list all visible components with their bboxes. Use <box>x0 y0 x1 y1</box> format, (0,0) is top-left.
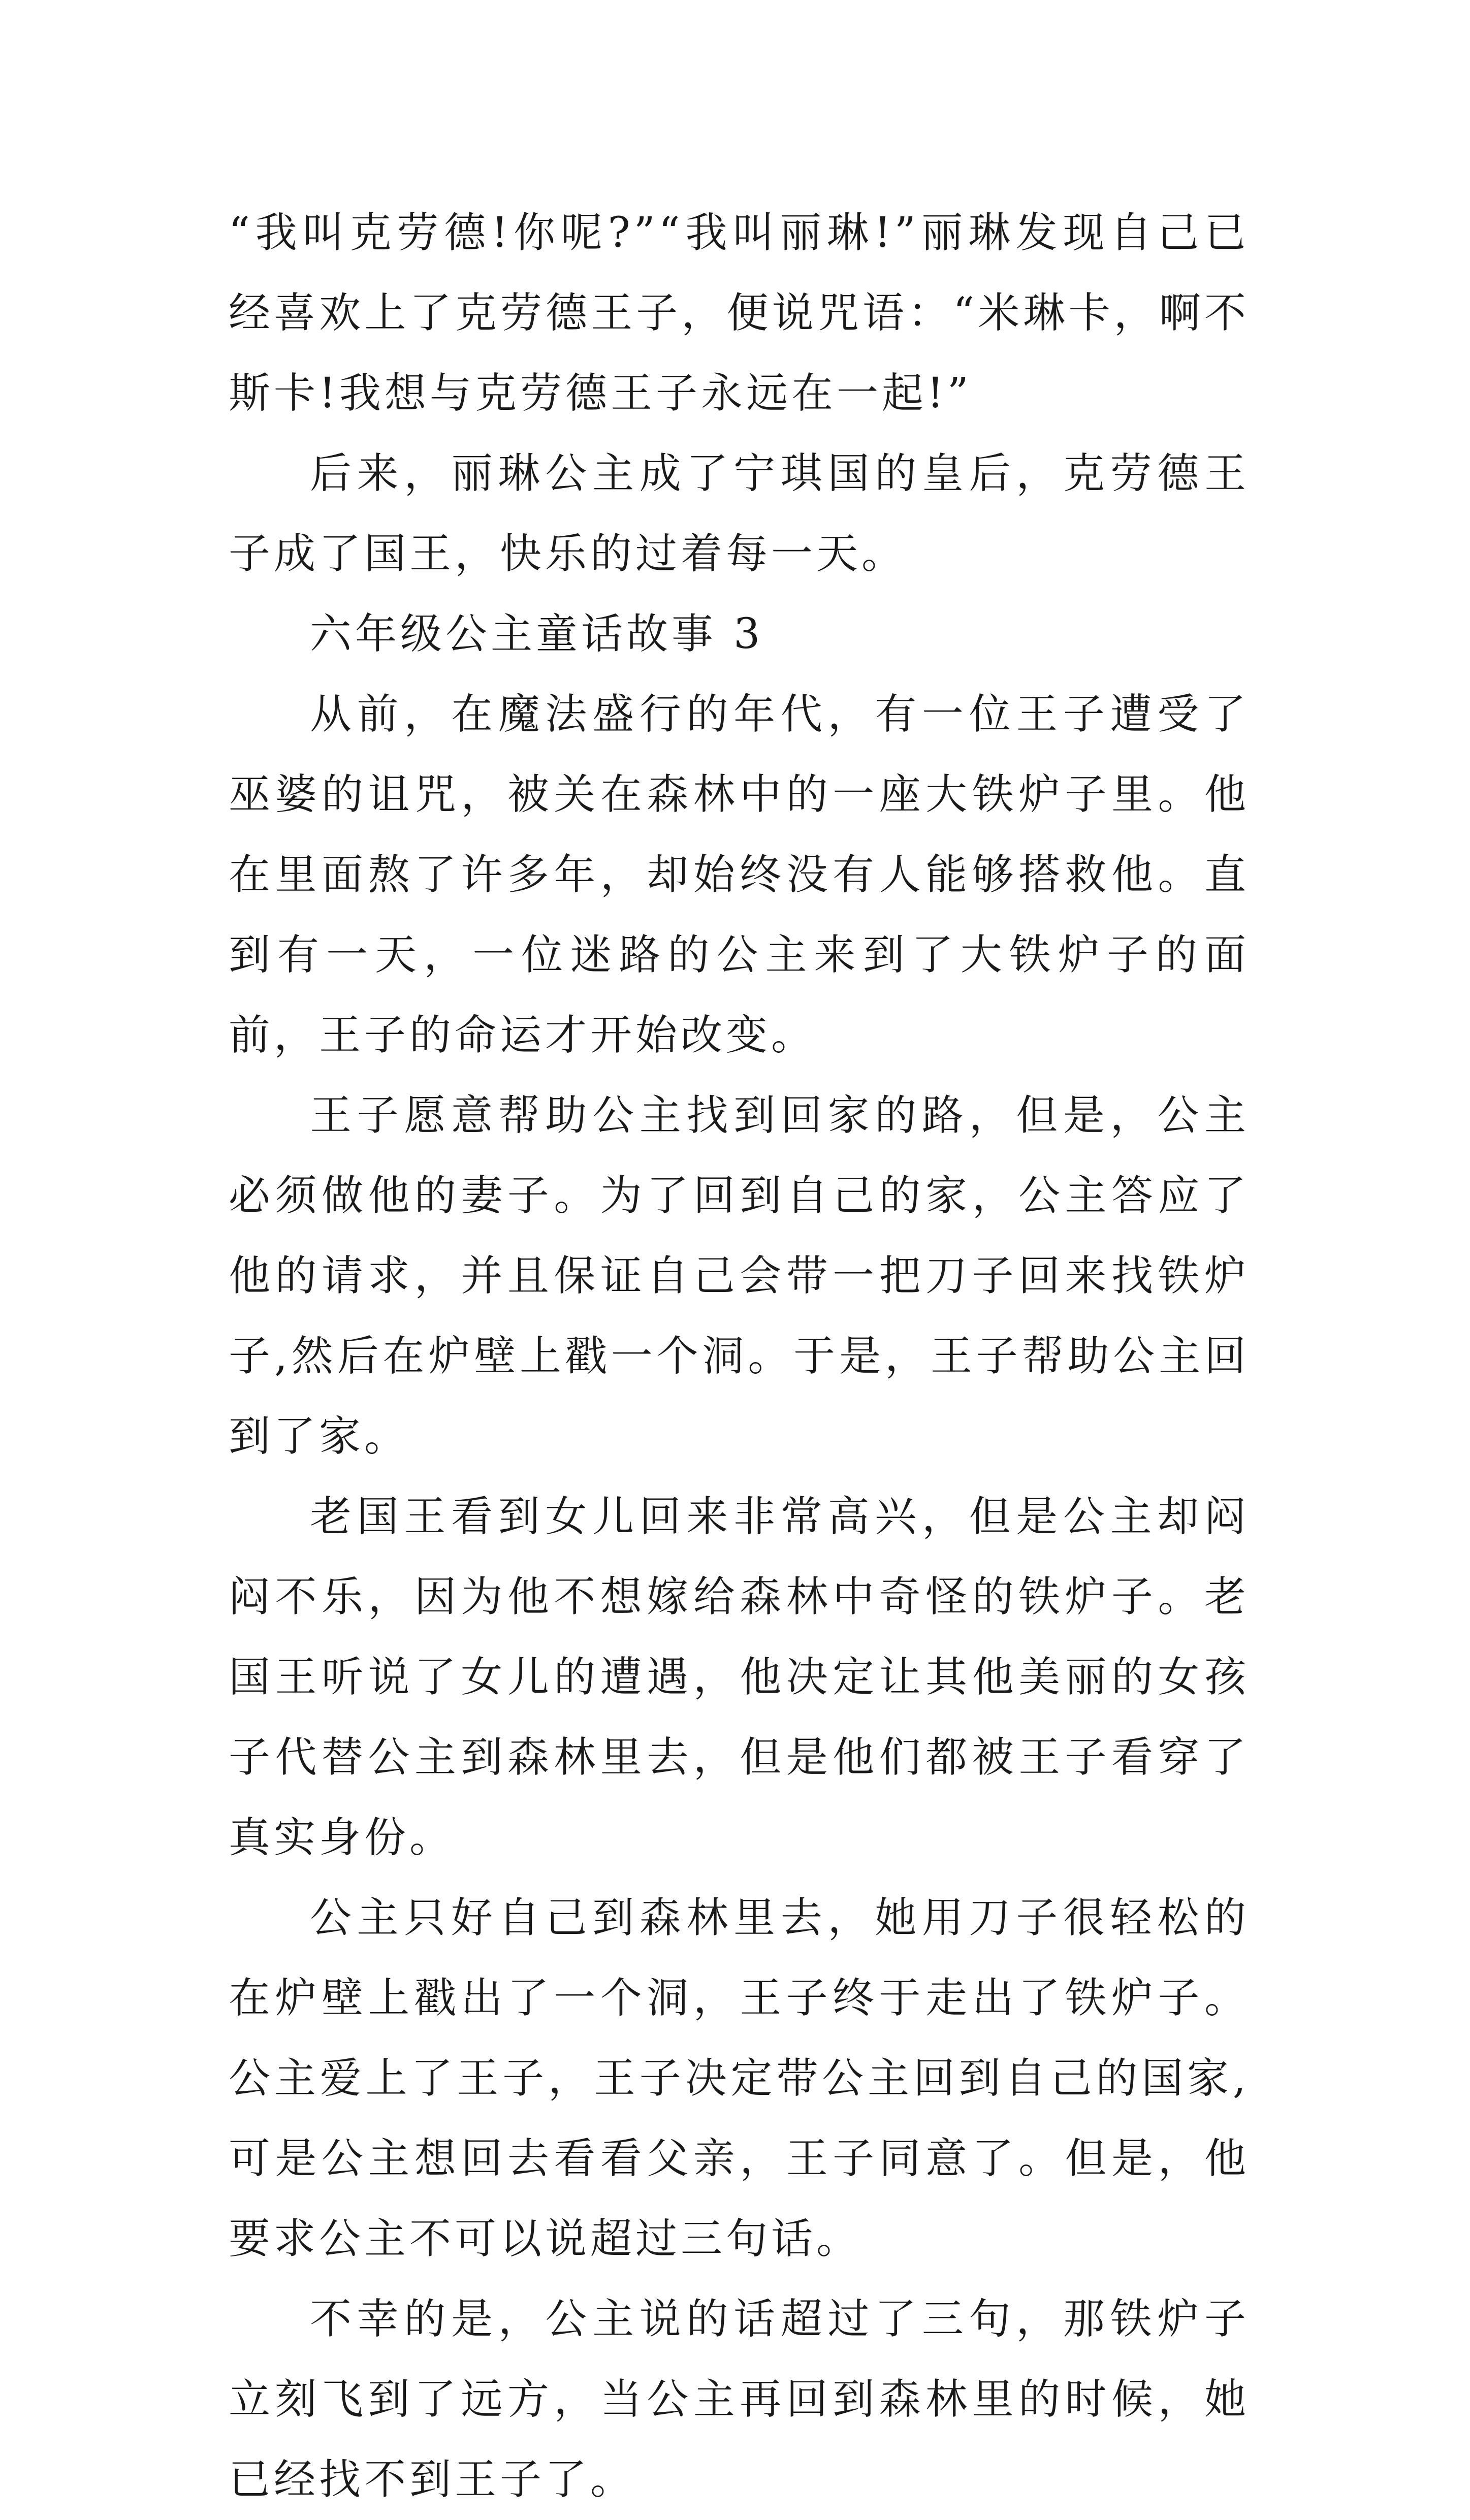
paragraph-1: 从前，在魔法盛行的年代，有一位王子遭受了巫婆的诅咒，被关在森林中的一座大铁炉子里。他在里面熬了许多年，却始终没有人能够搭救他。直到有一天，一位迷路的公主来到了大铁炉子的面前，王子的命运才开始改变。 <box>229 690 1250 1059</box>
story-text <box>229 193 1250 2520</box>
paragraph-dialogue: “我叫克劳德!你呢?”“我叫丽琳!”丽琳发现自己已经喜欢上了克劳德王子，便说咒语：“米琳卡，啊不斯卡!我想与克劳德王子永远在一起!” <box>229 209 1250 417</box>
paragraph-ending: 后来，丽琳公主成了宁琪国的皇后，克劳德王子成了国王，快乐的过着每一天。 <box>229 449 1250 578</box>
paragraph-5: 不幸的是，公主说的话超过了三句，那铁炉子立刻飞到了远方，当公主再回到森林里的时候，她已经找不到王子了。 <box>229 2295 1250 2504</box>
paragraph-3: 老国王看到女儿回来非常高兴，但是公主却闷闷不乐，因为他不想嫁给森林中奇怪的铁炉子。老国王听说了女儿的遭遇，他决定让其他美丽的女孩子代替公主到森林里去，但是他们都被王子看穿了真实身份。 <box>229 1493 1250 1862</box>
paragraph-4: 公主只好自己到森林里去，她用刀子很轻松的在炉壁上戳出了一个洞，王子终于走出了铁炉子。公主爱上了王子，王子决定带公主回到自己的国家,可是公主想回去看看父亲，王子同意了。但是，他要求公主不可以说超过三句话。 <box>229 1894 1250 2263</box>
paragraph-2: 王子愿意帮助公主找到回家的路，但是，公主必须做他的妻子。为了回到自己的家，公主答应了他的请求，并且保证自己会带一把刀子回来找铁炉子,然后在炉壁上戳一个洞。于是，王子帮助公主回到了家。 <box>229 1091 1250 1461</box>
story-heading: 六年级公主童话故事 3 <box>310 610 764 658</box>
